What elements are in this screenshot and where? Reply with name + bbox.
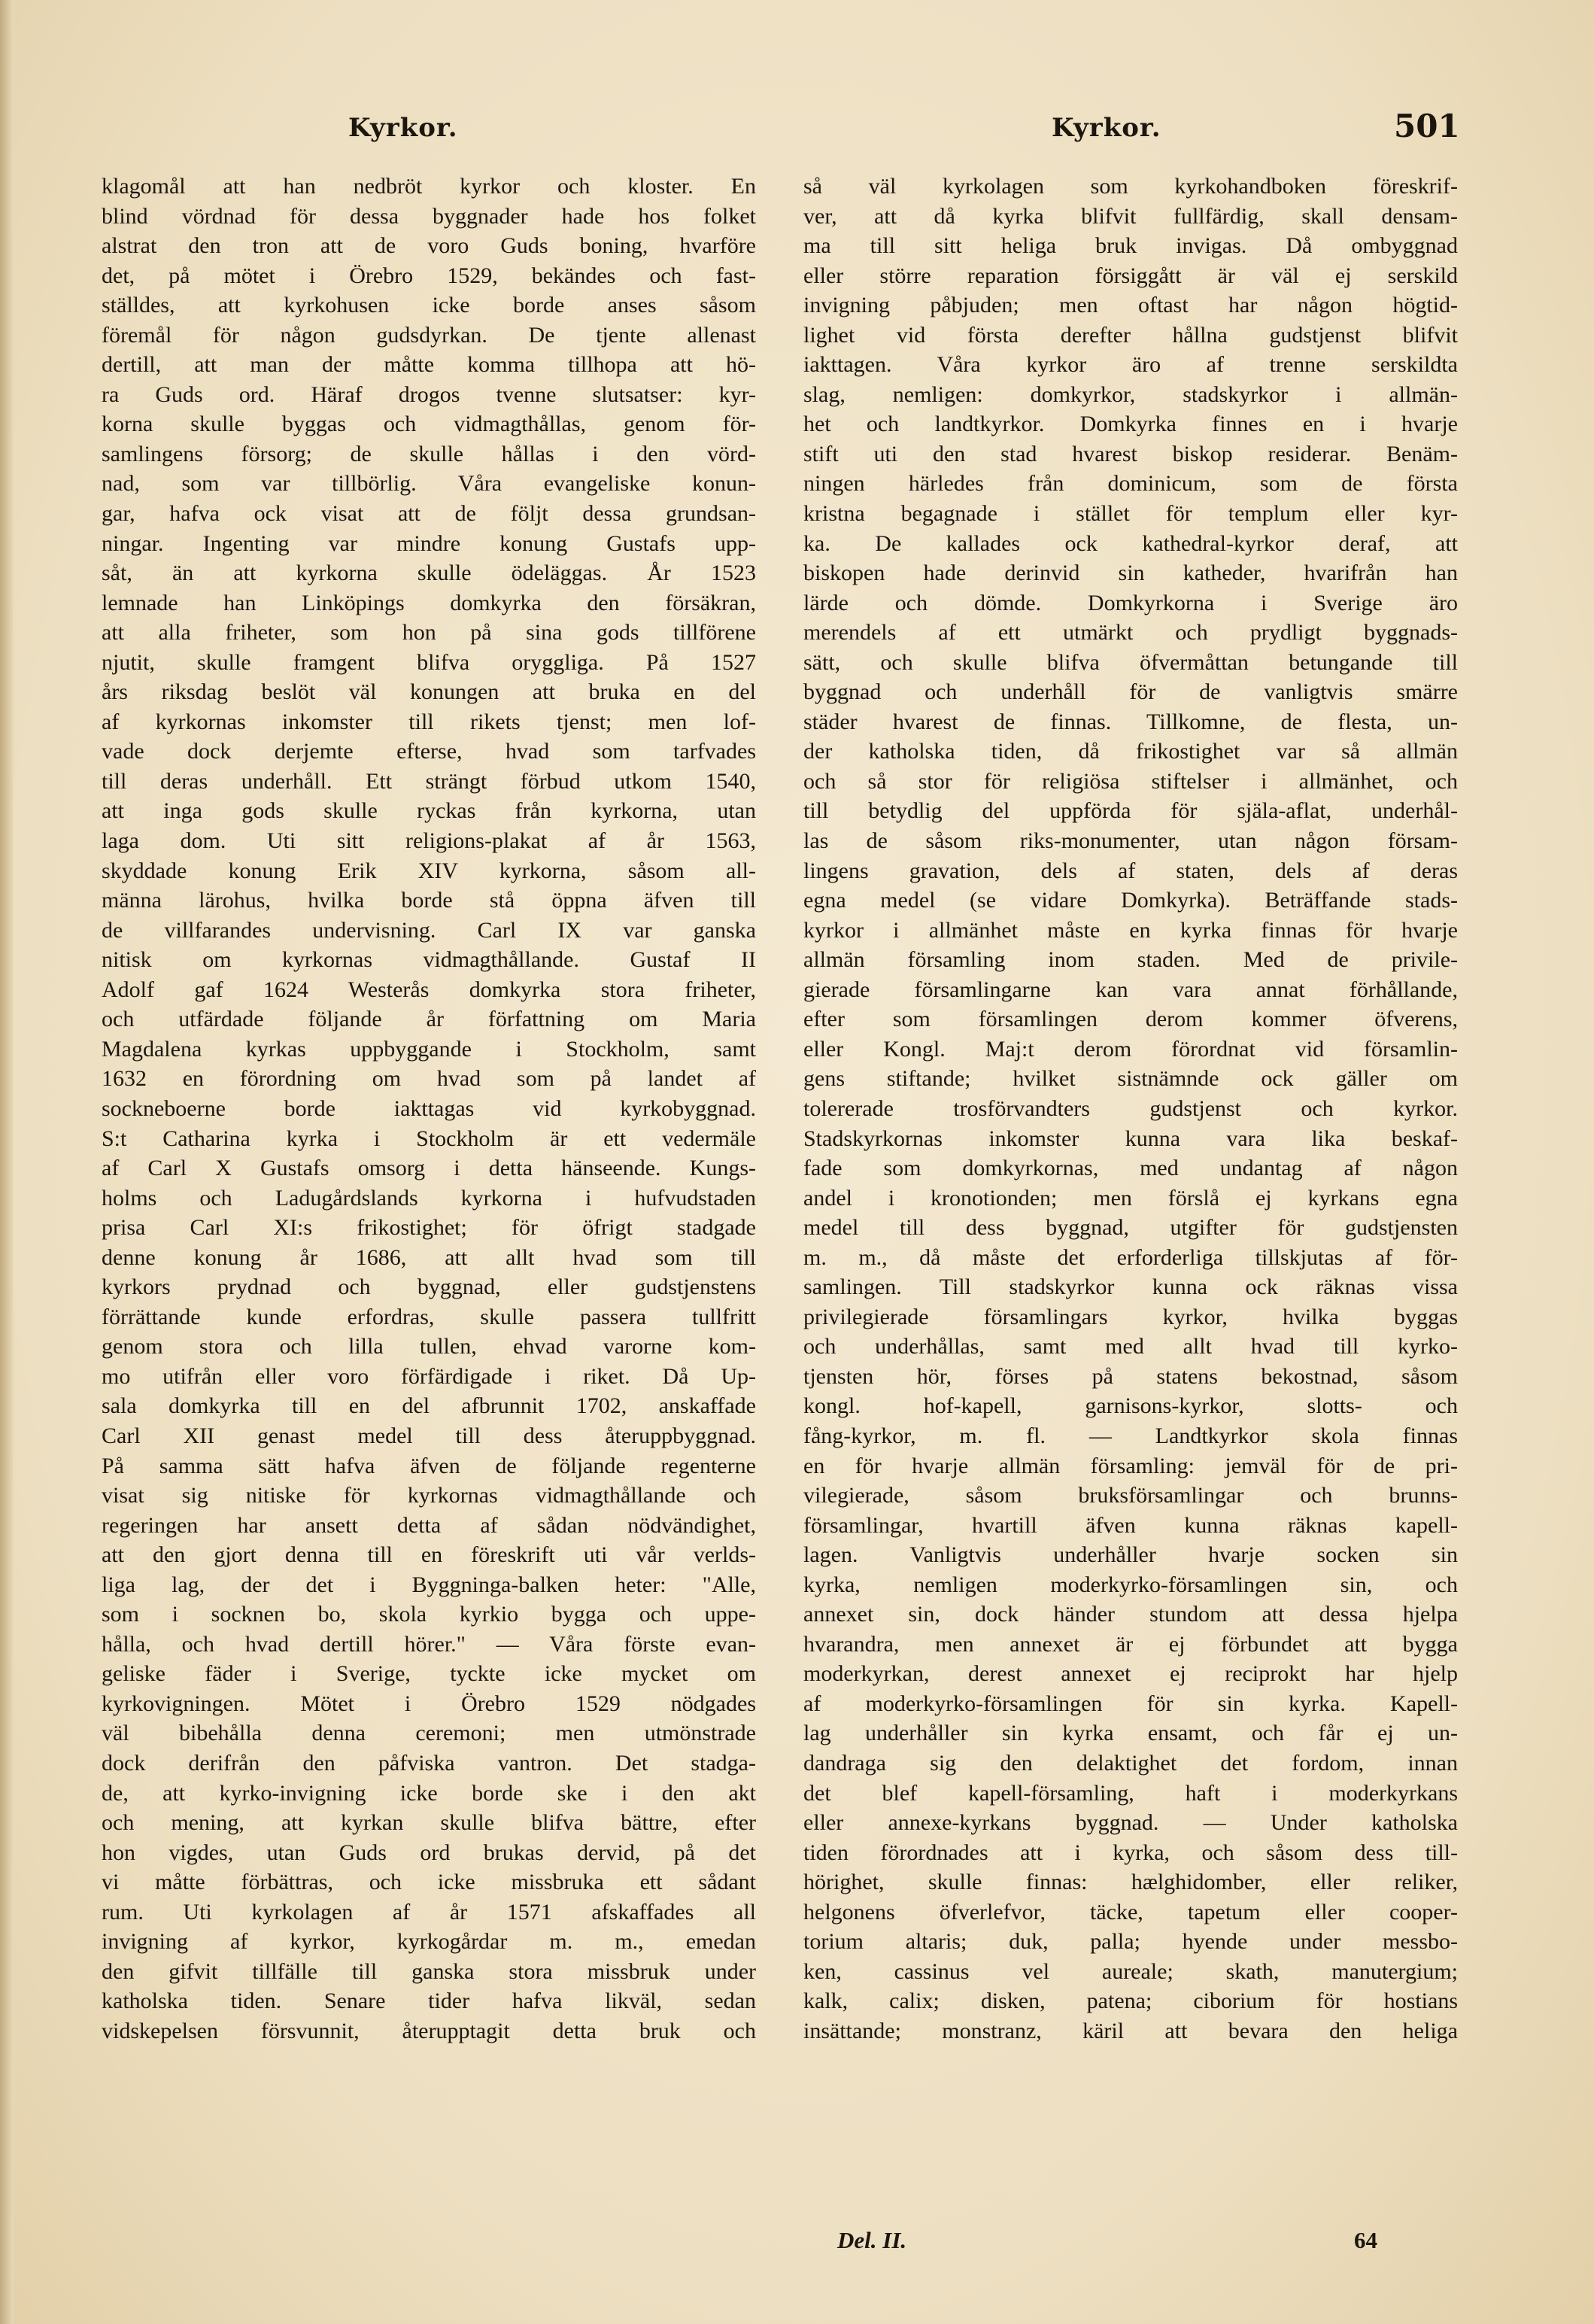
text-line: annexet sin, dock händer stundom att dessa hjelpa	[803, 1602, 1458, 1627]
text-line: förrättande kunde erfordras, skulle passera tullfritt	[102, 1304, 756, 1329]
text-line: den gifvit tillfälle till ganska stora missbruk under	[102, 1958, 756, 1984]
text-line: såt, än att kyrkorna skulle ödeläggas. År 1523	[102, 560, 756, 586]
text-line: invigning påbjuden; men oftast har någon högtid-	[803, 293, 1458, 318]
text-line: af kyrkornas inkomster till rikets tjenst; men lof-	[102, 709, 756, 734]
text-line: kongl. hof-kapell, garnisons-kyrkor, slotts- och	[803, 1393, 1458, 1419]
text-line: m. m., då måste det erforderliga tillskjutas af för-	[803, 1244, 1458, 1270]
text-line: ka. De kallades ock kathedral-kyrkor deraf, att	[803, 530, 1458, 556]
text-line: och utfärdade följande år författning om Maria	[102, 1007, 756, 1032]
text-line: blind vördnad för dessa byggnader hade hos folket	[102, 203, 756, 229]
text-line: holms och Ladugårdslands kyrkorna i hufvudstaden	[102, 1185, 756, 1211]
text-line: väl bibehålla denna ceremoni; men utmönstrade	[102, 1721, 756, 1746]
text-line: hålla, och hvad dertill hörer." — Våra förste evan-	[102, 1631, 756, 1657]
text-line: nad, som var tillbörlig. Våra evangeliske konun-	[102, 471, 756, 497]
text-line: dandraga sig den delaktighet det fordom, innan	[803, 1750, 1458, 1776]
text-line: Magdalena kyrkas uppbyggande i Stockholm, samt	[102, 1036, 756, 1062]
text-line: klagomål att han nedbröt kyrkor och kloster. En	[102, 174, 756, 199]
text-line: denne konung år 1686, att allt hvad som till	[102, 1244, 756, 1270]
text-line: ningar. Ingenting var mindre konung Gustafs upp-	[102, 530, 756, 556]
text-line: ställdes, att kyrkohusen icke borde anses såsom	[102, 293, 756, 318]
text-line: gierade församlingarne kan vara annat förhållande,	[803, 977, 1458, 1002]
text-line: fång-kyrkor, m. fl. — Landtkyrkor skola finnas	[803, 1423, 1458, 1448]
text-line: Adolf gaf 1624 Westerås domkyrka stora friheter,	[102, 977, 756, 1002]
right-running-head: Kyrkor.	[1052, 113, 1161, 143]
right-text-column	[803, 172, 1458, 2210]
text-line: iakttagen. Våra kyrkor äro af trenne serskildta	[803, 352, 1458, 378]
text-line: ken, cassinus vel aureale; skath, manutergium;	[803, 1958, 1458, 1984]
text-line: tolererade trosförvandters gudstjenst och kyrkor.	[803, 1095, 1458, 1121]
text-line: egna medel (se vidare Domkyrka). Beträffande stads-	[803, 888, 1458, 913]
text-line: katholska tiden. Senare tider hafva likväl, sedan	[102, 1988, 756, 2014]
text-line: att den gjort denna till en föreskrift uti vår verlds-	[102, 1542, 756, 1568]
text-line: sätt, och skulle blifva öfvermåttan betungande till	[803, 649, 1458, 675]
sheet-signature: 64	[1354, 2227, 1377, 2253]
text-line: lighet vid första derefter hållna gudstjenst blifvit	[803, 322, 1458, 348]
text-line: och så stor för religiösa stiftelser i allmänhet, och	[803, 768, 1458, 794]
text-line: visat sig nitiske för kyrkornas vidmagthållande och	[102, 1483, 756, 1508]
text-line: hörighet, skulle finnas: hælghidomber, eller reliker,	[803, 1870, 1458, 1895]
text-line: het och landtkyrkor. Domkyrka finnes en i hvarje	[803, 412, 1458, 437]
text-line: njutit, skulle framgent blifva oryggliga. På 1527	[102, 649, 756, 675]
text-line: städer hvarest de finnas. Tillkomne, de flesta, un-	[803, 709, 1458, 734]
text-line: stift uti den stad hvarest biskop residerar. Benäm-	[803, 441, 1458, 466]
text-line: samlingen. Till stadskyrkor kunna ock räknas vissa	[803, 1274, 1458, 1300]
text-line: gar, hafva ock visat att de följt dessa grundsan-	[102, 501, 756, 527]
text-line: ningen härledes från dominicum, som de första	[803, 471, 1458, 497]
text-line: eller större reparation försiggått är väl ej serskild	[803, 263, 1458, 288]
text-line: ma till sitt heliga bruk invigas. Då ombyggnad	[803, 233, 1458, 259]
page-number: 501	[1394, 108, 1460, 144]
text-line: alstrat den tron att de voro Guds boning, hvarföre	[102, 233, 756, 259]
text-line: merendels af ett utmärkt och prydligt byggnads-	[803, 620, 1458, 646]
text-line: las de såsom riks-monumenter, utan någon försam-	[803, 828, 1458, 854]
text-line: som i socknen bo, skola kyrkio bygga och uppe-	[102, 1602, 756, 1627]
text-line: nitisk om kyrkornas vidmagthållande. Gustaf II	[102, 947, 756, 973]
text-line: Carl XII genast medel till dess återuppbyggnad.	[102, 1423, 756, 1448]
text-line: dock derifrån den påfviska vantron. Det stadga-	[102, 1750, 756, 1776]
text-line: det, på mötet i Örebro 1529, bekändes och fast-	[102, 263, 756, 288]
text-line: biskopen hade derinvid sin katheder, hvarifrån han	[803, 560, 1458, 586]
text-line: tiden förordnades att i kyrka, och såsom dess till-	[803, 1839, 1458, 1865]
text-line: S:t Catharina kyrka i Stockholm är ett vedermäle	[102, 1126, 756, 1151]
text-line: regeringen har ansett detta af sådan nödvändighet,	[102, 1512, 756, 1538]
text-line: moderkyrkan, derest annexet ej reciprokt har hjelp	[803, 1661, 1458, 1687]
text-line: lag underhåller sin kyrka ensamt, och får ej un-	[803, 1721, 1458, 1746]
text-line: vidskepelsen försvunnit, återupptagit detta bruk och	[102, 2018, 756, 2043]
text-line: mo utifrån eller voro förfärdigade i riket. Då Up-	[102, 1363, 756, 1389]
text-line: de, att kyrko-invigning icke borde ske i den akt	[102, 1780, 756, 1806]
text-line: sockneboerne borde iakttagas vid kyrkobyggnad.	[102, 1095, 756, 1121]
text-line: medel till dess byggnad, utgifter för gudstjensten	[803, 1215, 1458, 1241]
text-line: allmän församling inom staden. Med de privile-	[803, 947, 1458, 973]
text-line: vi måtte förbättras, och icke missbruka ett sådant	[102, 1870, 756, 1895]
text-line: der katholska tiden, då frikostighet var så allmän	[803, 739, 1458, 764]
text-line: års riksdag beslöt väl konungen att bruka en del	[102, 679, 756, 705]
text-line: helgonens öfverlefvor, täcke, tapetum eller cooper-	[803, 1899, 1458, 1925]
text-line: de villfarandes undervisning. Carl IX var ganska	[102, 917, 756, 943]
text-line: af Carl X Gustafs omsorg i detta hänseende. Kungs-	[102, 1156, 756, 1181]
text-line: det blef kapell-församling, haft i moderkyrkans	[803, 1780, 1458, 1806]
text-line: att alla friheter, som hon på sina gods tillförene	[102, 620, 756, 646]
left-running-head: Kyrkor.	[348, 113, 458, 143]
text-line: dertill, att man der måtte komma tillhopa att hö-	[102, 352, 756, 378]
text-line: På samma sätt hafva äfven de följande regenterne	[102, 1453, 756, 1478]
text-line: så väl kyrkolagen som kyrkohandboken föreskrif-	[803, 174, 1458, 199]
text-line: prisa Carl XI:s frikostighet; för öfrigt stadgade	[102, 1215, 756, 1241]
text-line: slag, nemligen: domkyrkor, stadskyrkor i allmän-	[803, 381, 1458, 407]
left-text-column	[102, 172, 756, 2210]
text-line: lemnade han Linköpings domkyrka den försäkran,	[102, 590, 756, 615]
text-line: att inga gods skulle ryckas från kyrkorna, utan	[102, 798, 756, 824]
text-line: lingens gravation, dels af staten, dels af deras	[803, 858, 1458, 883]
text-line: hon vigdes, utan Guds ord brukas dervid, på det	[102, 1839, 756, 1865]
text-line: kyrkovigningen. Mötet i Örebro 1529 nödgades	[102, 1691, 756, 1716]
text-line: privilegierade församlingars kyrkor, hvilka byggas	[803, 1304, 1458, 1329]
text-line: gens stiftande; hvilket sistnämnde ock gäller om	[803, 1066, 1458, 1092]
text-line: till betydlig del uppförda för själa-aflat, underhål-	[803, 798, 1458, 824]
text-line: insättande; monstranz, käril att bevara den heliga	[803, 2018, 1458, 2043]
text-line: till deras underhåll. Ett strängt förbud utkom 1540,	[102, 768, 756, 794]
text-line: rum. Uti kyrkolagen af år 1571 afskaffades all	[102, 1899, 756, 1925]
text-line: ra Guds ord. Häraf drogos tvenne slutsatser: kyr-	[102, 381, 756, 407]
page-gutter-shadow	[0, 0, 14, 2324]
text-line: eller Kongl. Maj:t derom förordnat vid församlin-	[803, 1036, 1458, 1062]
text-line: hvarandra, men annexet är ej förbundet att bygga	[803, 1631, 1458, 1657]
text-line: eller annexe-kyrkans byggnad. — Under katholska	[803, 1810, 1458, 1836]
text-line: ver, att då kyrka blifvit fullfärdig, skall densam-	[803, 203, 1458, 229]
text-line: genom stora och lilla tullen, ehvad varorne kom-	[102, 1334, 756, 1359]
text-line: föremål för någon gudsdyrkan. De tjente allenast	[102, 322, 756, 348]
text-line: männa lärohus, hvilka borde stå öppna äfven till	[102, 888, 756, 913]
text-line: kyrka, nemligen moderkyrko-församlingen sin, och	[803, 1572, 1458, 1597]
text-line: en för hvarje allmän församling: jemväl för de pri-	[803, 1453, 1458, 1478]
text-line: lärde och dömde. Domkyrkorna i Sverige äro	[803, 590, 1458, 615]
text-line: andel i kronotionden; men förslå ej kyrkans egna	[803, 1185, 1458, 1211]
text-line: geliske fäder i Sverige, tyckte icke mycket om	[102, 1661, 756, 1687]
text-line: fade som domkyrkornas, med undantag af någon	[803, 1156, 1458, 1181]
volume-marker: Del. II.	[837, 2227, 907, 2253]
text-line: kyrkors prydnad och byggnad, eller gudstjenstens	[102, 1274, 756, 1300]
text-line: Stadskyrkornas inkomster kunna vara lika beskaf-	[803, 1126, 1458, 1151]
text-line: lagen. Vanligtvis underhåller hvarje socken sin	[803, 1542, 1458, 1568]
text-line: tjensten hör, förses på statens bekostnad, såsom	[803, 1363, 1458, 1389]
text-line: liga lag, der det i Byggninga-balken heter: "Alle,	[102, 1572, 756, 1597]
text-line: kyrkor i allmänhet måste en kyrka finnas för hvarje	[803, 917, 1458, 943]
text-line: torium altaris; duk, palla; hyende under messbo-	[803, 1929, 1458, 1955]
text-line: kristna begagnade i stället för templum eller kyr-	[803, 501, 1458, 527]
text-line: församlingar, hvartill äfven kunna räknas kapell-	[803, 1512, 1458, 1538]
text-line: samlingens försorg; de skulle hållas i den vörd-	[102, 441, 756, 466]
text-line: efter som församlingen derom kommer öfverens,	[803, 1007, 1458, 1032]
text-line: och underhållas, samt med allt hvad till kyrko-	[803, 1334, 1458, 1359]
text-line: och mening, att kyrkan skulle blifva bättre, efter	[102, 1810, 756, 1836]
text-line: skyddade konung Erik XIV kyrkorna, såsom all-	[102, 858, 756, 883]
text-line: af moderkyrko-församlingen för sin kyrka. Kapell-	[803, 1691, 1458, 1716]
text-line: byggnad och underhåll för de vanligtvis smärre	[803, 679, 1458, 705]
text-line: kalk, calix; disken, patena; ciborium för hostians	[803, 1988, 1458, 2014]
text-line: sala domkyrka till en del afbrunnit 1702, anskaffade	[102, 1393, 756, 1419]
text-line: vilegierade, såsom bruksförsamlingar och brunns-	[803, 1483, 1458, 1508]
text-line: vade dock derjemte efterse, hvad som tarfvades	[102, 739, 756, 764]
text-line: korna skulle byggas och vidmagthållas, genom för-	[102, 412, 756, 437]
text-line: invigning af kyrkor, kyrkogårdar m. m., emedan	[102, 1929, 756, 1955]
text-line: laga dom. Uti sitt religions-plakat af år 1563,	[102, 828, 756, 854]
text-line: 1632 en förordning om hvad som på landet af	[102, 1066, 756, 1092]
